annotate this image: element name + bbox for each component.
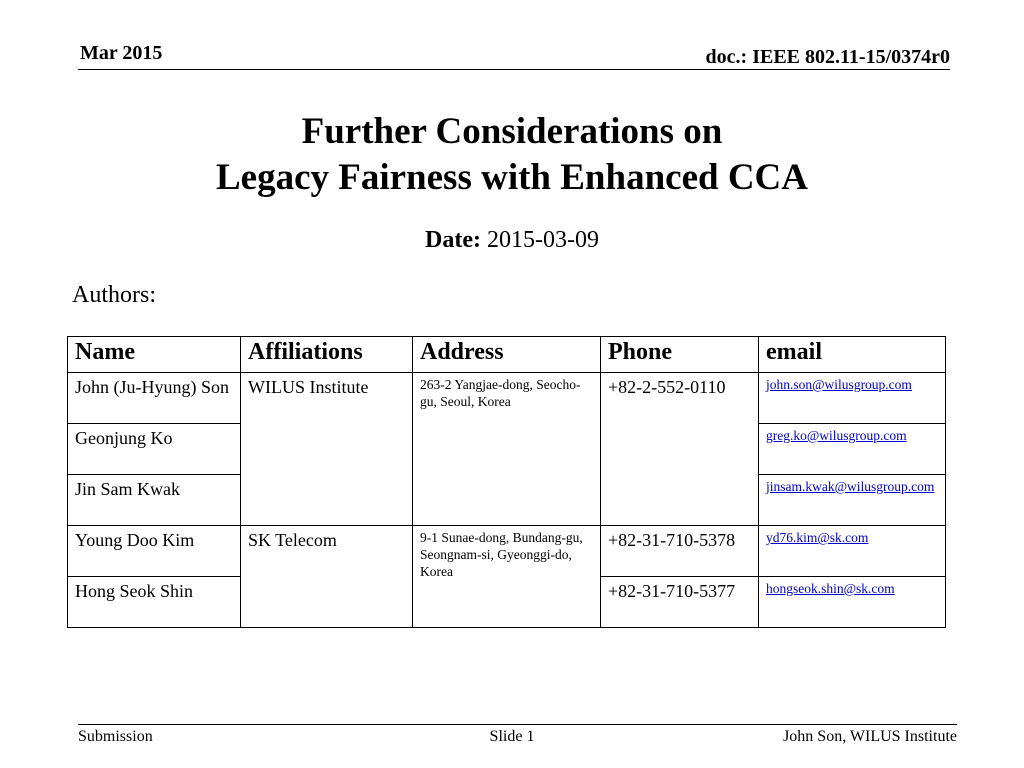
author-name: Young Doo Kim (68, 526, 241, 577)
slide-title (0, 109, 1024, 201)
author-email-link[interactable]: john.son@wilusgroup.com (766, 377, 912, 392)
header-date: Mar 2015 (80, 42, 163, 64)
header-doc-id: doc.: IEEE 802.11-15/0374r0 (705, 46, 950, 68)
footer-slide-number: Slide 1 (489, 728, 535, 745)
header-divider (78, 69, 950, 70)
table-header-row (68, 337, 946, 373)
footer-submission: Submission (78, 728, 153, 745)
author-email-cell (759, 373, 946, 424)
footer-divider (78, 724, 957, 725)
header-address: Address (413, 337, 601, 373)
author-address: 263-2 Yangjae-dong, Seocho-gu, Seoul, Korea (413, 373, 601, 526)
author-phone: +82-31-710-5377 (601, 577, 759, 628)
author-address: 9-1 Sunae-dong, Bundang-gu, Seongnam-si, Gyeonggi-do, Korea (413, 526, 601, 628)
author-email-link[interactable]: yd76.kim@sk.com (766, 530, 869, 545)
slide-date (0, 227, 1024, 254)
author-affiliation: WILUS Institute (241, 373, 413, 526)
author-name: John (Ju-Hyung) Son (68, 373, 241, 424)
author-email-cell (759, 577, 946, 628)
author-phone: +82-31-710-5378 (601, 526, 759, 577)
author-email-cell (759, 526, 946, 577)
date-label: Date: (425, 227, 481, 253)
author-affiliation: SK Telecom (241, 526, 413, 628)
header-phone: Phone (601, 337, 759, 373)
author-email-cell (759, 475, 946, 526)
table-row (68, 526, 946, 577)
date-value: 2015-03-09 (486, 227, 599, 253)
header-name: Name (68, 337, 241, 373)
author-phone: +82-2-552-0110 (601, 373, 759, 526)
authors-table (67, 336, 946, 628)
author-email-cell (759, 424, 946, 475)
author-name: Geonjung Ko (68, 424, 241, 475)
header-email: email (759, 337, 946, 373)
title-line-2: Legacy Fairness with Enhanced CCA (215, 157, 809, 198)
author-name: Hong Seok Shin (68, 577, 241, 628)
author-email-link[interactable]: greg.ko@wilusgroup.com (766, 428, 907, 443)
author-email-link[interactable]: jinsam.kwak@wilusgroup.com (766, 479, 935, 494)
authors-label: Authors: (72, 282, 156, 308)
table-row (68, 373, 946, 424)
author-email-link[interactable]: hongseok.shin@sk.com (766, 581, 895, 596)
footer-author: John Son, WILUS Institute (783, 728, 957, 745)
header-affiliations: Affiliations (241, 337, 413, 373)
author-name: Jin Sam Kwak (68, 475, 241, 526)
title-line-1: Further Considerations on (301, 111, 723, 152)
